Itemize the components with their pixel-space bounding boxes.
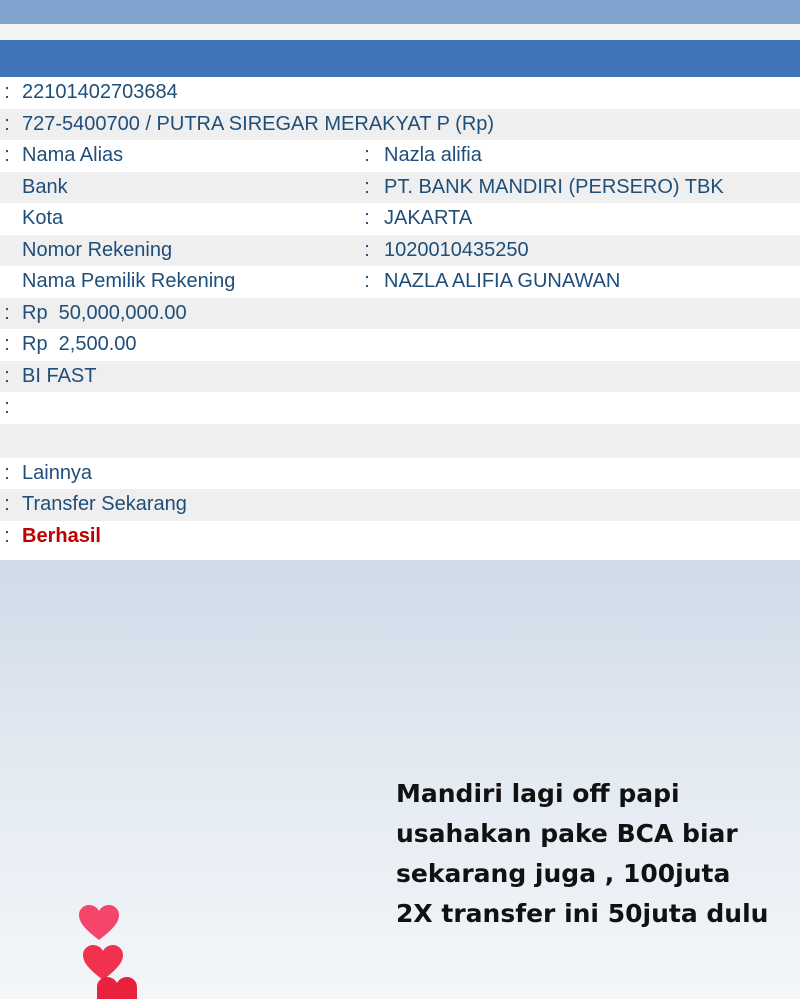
- detail-row-purpose: [0, 458, 800, 490]
- colon: :: [364, 144, 370, 166]
- detail-row-account: [0, 235, 800, 267]
- account-value: 1020010435250: [384, 238, 529, 261]
- method-value: BI FAST: [22, 364, 97, 387]
- source-account-value: 727-5400700 / PUTRA SIREGAR MERAKYAT P (Rp): [22, 112, 495, 135]
- detail-row-amount: [0, 298, 800, 330]
- colon: :: [364, 238, 370, 261]
- account-label: Nomor Rekening: [22, 238, 173, 261]
- colon: :: [4, 144, 10, 166]
- schedule-value: Transfer Sekarang: [22, 493, 187, 515]
- detail-row-fee: [0, 329, 800, 361]
- alias-value: Nazla alifia: [384, 144, 482, 166]
- city-value: JAKARTA: [384, 207, 473, 229]
- heart-icon: [78, 904, 120, 942]
- detail-row-bank: [0, 172, 800, 204]
- owner-label: Nama Pemilik Rekening: [22, 270, 236, 292]
- detail-row-status: [0, 521, 800, 553]
- bank-value: PT. BANK MANDIRI (PERSERO) TBK: [384, 175, 724, 198]
- detail-row-owner: [0, 266, 800, 298]
- story-caption: [396, 774, 796, 934]
- colon: :: [364, 207, 370, 229]
- purpose-value: Lainnya: [22, 461, 93, 484]
- caption-line: usahakan pake BCA biar: [396, 819, 738, 848]
- colon: :: [4, 493, 10, 515]
- transfer-detail-table: [0, 77, 800, 552]
- caption-line: 2X transfer ini 50juta dulu: [396, 899, 769, 928]
- detail-row-account-number: [0, 77, 800, 109]
- colon: :: [4, 524, 10, 547]
- account-number-value: 22101402703684: [22, 81, 178, 103]
- heart-icon: [96, 976, 138, 999]
- detail-row-city: [0, 203, 800, 235]
- fee-value: Rp 2,500.00: [22, 333, 137, 355]
- owner-value: NAZLA ALIFIA GUNAWAN: [384, 270, 621, 292]
- detail-row-alias: [0, 140, 800, 172]
- colon: :: [364, 270, 370, 292]
- colon: :: [4, 396, 10, 418]
- colon: :: [4, 301, 10, 324]
- separator-strip: [0, 24, 800, 40]
- detail-row-blank: [0, 424, 800, 458]
- alias-label: Nama Alias: [22, 144, 124, 166]
- caption-line: sekarang juga , 100juta: [396, 859, 731, 888]
- detail-row-method: [0, 361, 800, 393]
- amount-value: Rp 50,000,000.00: [22, 301, 187, 324]
- top-band: [0, 0, 800, 24]
- colon: :: [4, 81, 10, 103]
- detail-row-schedule: [0, 489, 800, 521]
- header-bar: [0, 40, 800, 77]
- bank-label: Bank: [22, 175, 68, 198]
- colon: :: [4, 112, 10, 135]
- colon: :: [4, 364, 10, 387]
- colon: :: [4, 461, 10, 484]
- colon: :: [4, 333, 10, 355]
- city-label: Kota: [22, 207, 64, 229]
- caption-line: Mandiri lagi off papi: [396, 779, 680, 808]
- detail-row-source-account: [0, 109, 800, 141]
- status-value: Berhasil: [22, 524, 101, 547]
- colon: :: [364, 175, 370, 198]
- detail-row-empty: [0, 392, 800, 424]
